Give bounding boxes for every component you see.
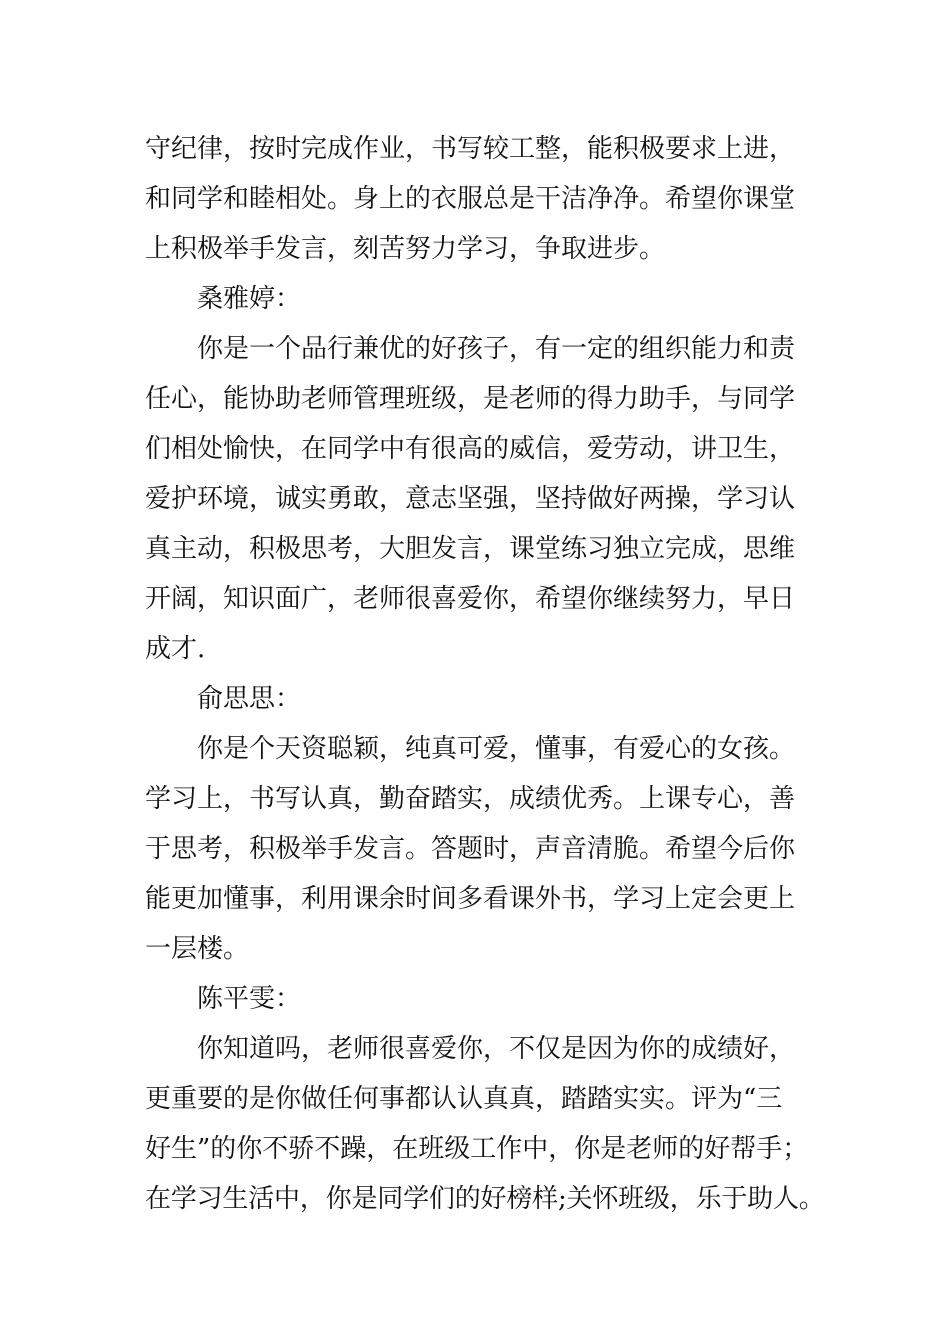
text-line: 你知道吗，老师很喜爱你，不仅是因为你的成绩好， bbox=[197, 1034, 796, 1064]
text-line: 爱护环境，诚实勇敢，意志坚强，坚持做好两操，学习认 bbox=[145, 484, 796, 514]
text-line: 学习上，书写认真，勤奋踏实，成绩优秀。上课专心，善 bbox=[145, 784, 796, 814]
text-line: 在学习生活中，你是同学们的好榜样;关怀班级，乐于助人。 bbox=[145, 1184, 825, 1214]
text-line: 开阔，知识面广，老师很喜爱你，希望你继续努力，早日 bbox=[145, 584, 796, 614]
text-line: 能更加懂事，利用课余时间多看课外书，学习上定会更上 bbox=[145, 884, 796, 914]
text-line: 和同学和睦相处。身上的衣服总是干洁净净。希望你课堂 bbox=[145, 184, 796, 214]
text-line: 一层楼。 bbox=[145, 934, 250, 964]
text-line: 你是一个品行兼优的好孩子，有一定的组织能力和责 bbox=[197, 334, 796, 364]
text-line: 守纪律，按时完成作业，书写较工整，能积极要求上进， bbox=[145, 134, 796, 164]
student-name-heading: 俞思思： bbox=[197, 684, 302, 714]
student-name-heading: 陈平雯： bbox=[197, 984, 302, 1014]
text-line: 你是个天资聪颖，纯真可爱，懂事，有爱心的女孩。 bbox=[197, 734, 796, 764]
text-line: 更重要的是你做任何事都认认真真，踏踏实实。评为“三 bbox=[145, 1084, 783, 1114]
text-line: 好生”的你不骄不躁，在班级工作中，你是老师的好帮手； bbox=[145, 1134, 809, 1164]
text-line: 成才. bbox=[145, 634, 206, 664]
text-line: 真主动，积极思考，大胆发言，课堂练习独立完成，思维 bbox=[145, 534, 796, 564]
document-body bbox=[145, 124, 825, 1224]
text-line: 们相处愉快，在同学中有很高的威信，爱劳动，讲卫生， bbox=[145, 434, 796, 464]
student-name-heading: 桑雅婷： bbox=[197, 284, 302, 314]
text-line: 于思考，积极举手发言。答题时，声音清脆。希望今后你 bbox=[145, 834, 796, 864]
text-line: 上积极举手发言，刻苦努力学习，争取进步。 bbox=[145, 234, 666, 264]
text-line: 任心，能协助老师管理班级，是老师的得力助手，与同学 bbox=[145, 384, 796, 414]
